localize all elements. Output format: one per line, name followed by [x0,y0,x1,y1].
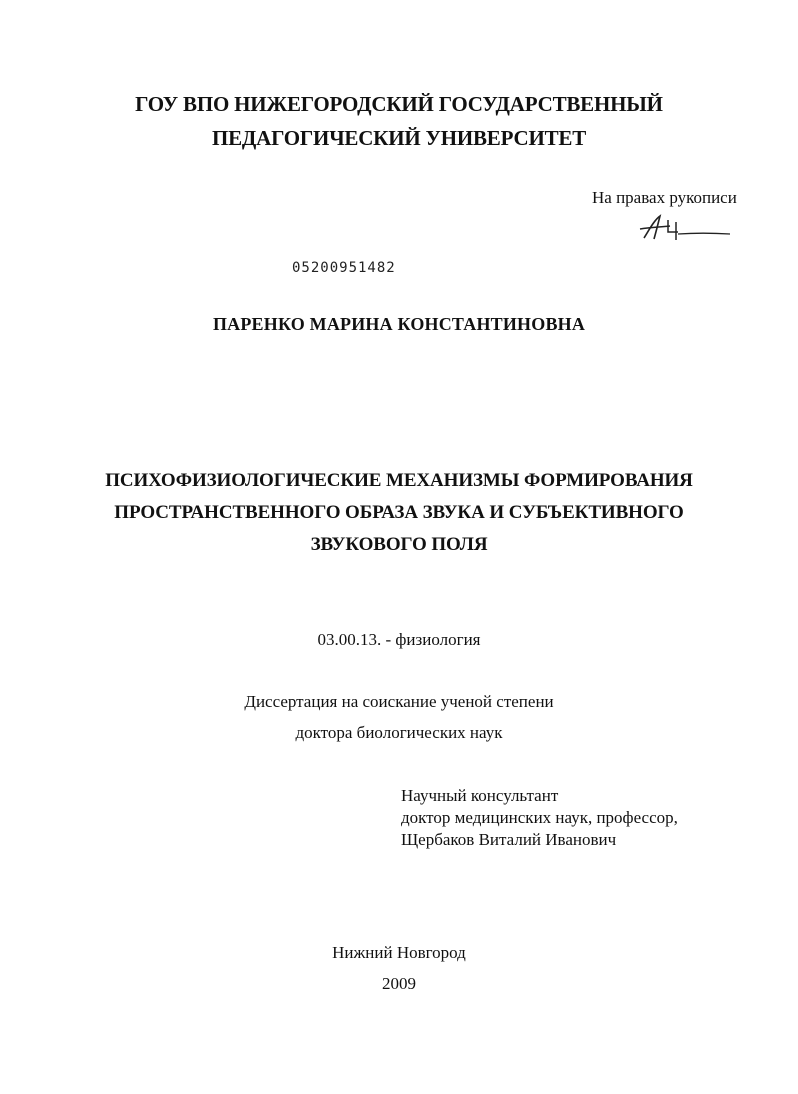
title-line-2: ПРОСТРАНСТВЕННОГО ОБРАЗА ЗВУКА И СУБЪЕКТИВНОГО [114,502,684,523]
advisor-credentials: доктор медицинских наук, профессор, [401,808,678,827]
advisor-role: Научный консультант [401,786,559,805]
title-line-1: ПСИХОФИЗИОЛОГИЧЕСКИЕ МЕХАНИЗМЫ ФОРМИРОВАНИЯ [105,470,693,491]
signature-icon [638,212,734,244]
year: 2009 [382,974,416,993]
degree-line-1: Диссертация на соискание ученой степени [244,692,554,711]
title-line-3: ЗВУКОВОГО ПОЛЯ [310,534,488,555]
specialty: 03.00.13. - физиология [317,630,481,649]
archive-number: 05200951482 [292,260,396,276]
place: Нижний Новгород [332,943,466,962]
institution-line-2: ПЕДАГОГИЧЕСКИЙ УНИВЕРСИТЕТ [211,126,587,150]
advisor-name: Щербаков Виталий Иванович [401,830,617,849]
institution-line-1: ГОУ ВПО НИЖЕГОРОДСКИЙ ГОСУДАРСТВЕННЫЙ [135,92,663,116]
degree-line-2: доктора биологических наук [295,723,503,742]
author-name: ПАРЕНКО МАРИНА КОНСТАНТИНОВНА [212,314,586,334]
rights-note: На правах рукописи [592,188,737,207]
